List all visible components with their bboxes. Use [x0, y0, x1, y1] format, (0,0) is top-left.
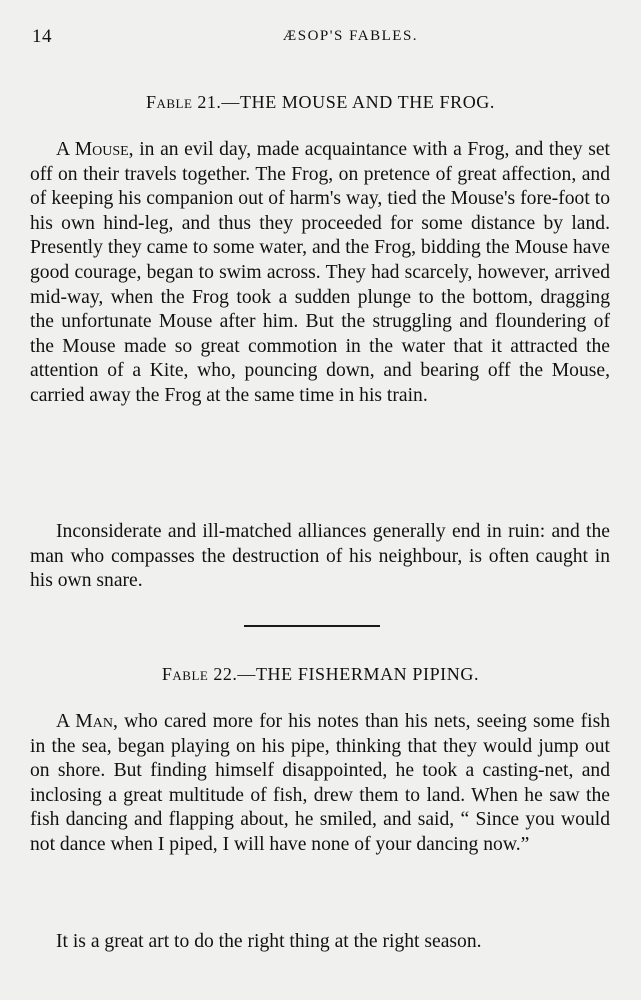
section-divider [244, 625, 380, 627]
fable-21-title: —THE MOUSE AND THE FROG. [221, 92, 496, 112]
fable-22-title: —THE FISHERMAN PIPING. [237, 664, 480, 684]
fable-22-body [30, 710, 610, 858]
fable-21-heading [40, 92, 601, 113]
running-title: ÆSOP'S FABLES. [282, 28, 419, 44]
fable-22-label: Fable 22. [161, 664, 238, 684]
fable-21-body [30, 138, 610, 409]
fable-22-text: who cared more for his notes than his nets, seeing some fish in the sea, began playing on his pipe, thinking that they would jump out on shore. But finding himself disappointed, he took a casting-net, and inclosing a great multitude of fish, drew them to land. When he saw the fish dancing and flapping about, he smiled, and said, “ Since you would not dance when I piped, I will have none of your dancing now.” [30, 711, 610, 855]
fable-22-lead-word: A Man, [56, 711, 118, 732]
fable-21-label: Fable 21. [145, 92, 222, 112]
fable-22-heading [40, 664, 601, 685]
fable-21-text: in an evil day, made acquaintance with a Frog, and they set off on their travels together. The Frog, on pretence of great affection, and of keeping his companion out of harm's way, tied the Mouse's fore-foot to his own hind-leg, and thus they proceeded for some distance by land. Presently they came to some water, and the Frog, bidding the Mouse have good courage, began to swim across. They had scarcely, however, arrived mid-way, when the Frog took a sudden plunge to the bottom, dragging the unfortunate Mouse after him. But the struggling and floundering of the Mouse made so great commotion in the water that it attracted the attention of a Kite, who, pouncing down, and bearing off the Mouse, carried away the Frog at the same time in his train. [30, 139, 610, 406]
fable-21-lead-word: A Mouse, [56, 139, 134, 160]
fable-22-moral: It is a great art to do the right thing at the right season. [56, 931, 482, 952]
page-number: 14 [32, 26, 52, 47]
running-head [32, 26, 609, 50]
fable-21-moral: Inconsiderate and ill-matched alliances generally end in ruin: and the man who compasses the destruction of his neighbour, is often caught in his own snare. [30, 521, 610, 592]
